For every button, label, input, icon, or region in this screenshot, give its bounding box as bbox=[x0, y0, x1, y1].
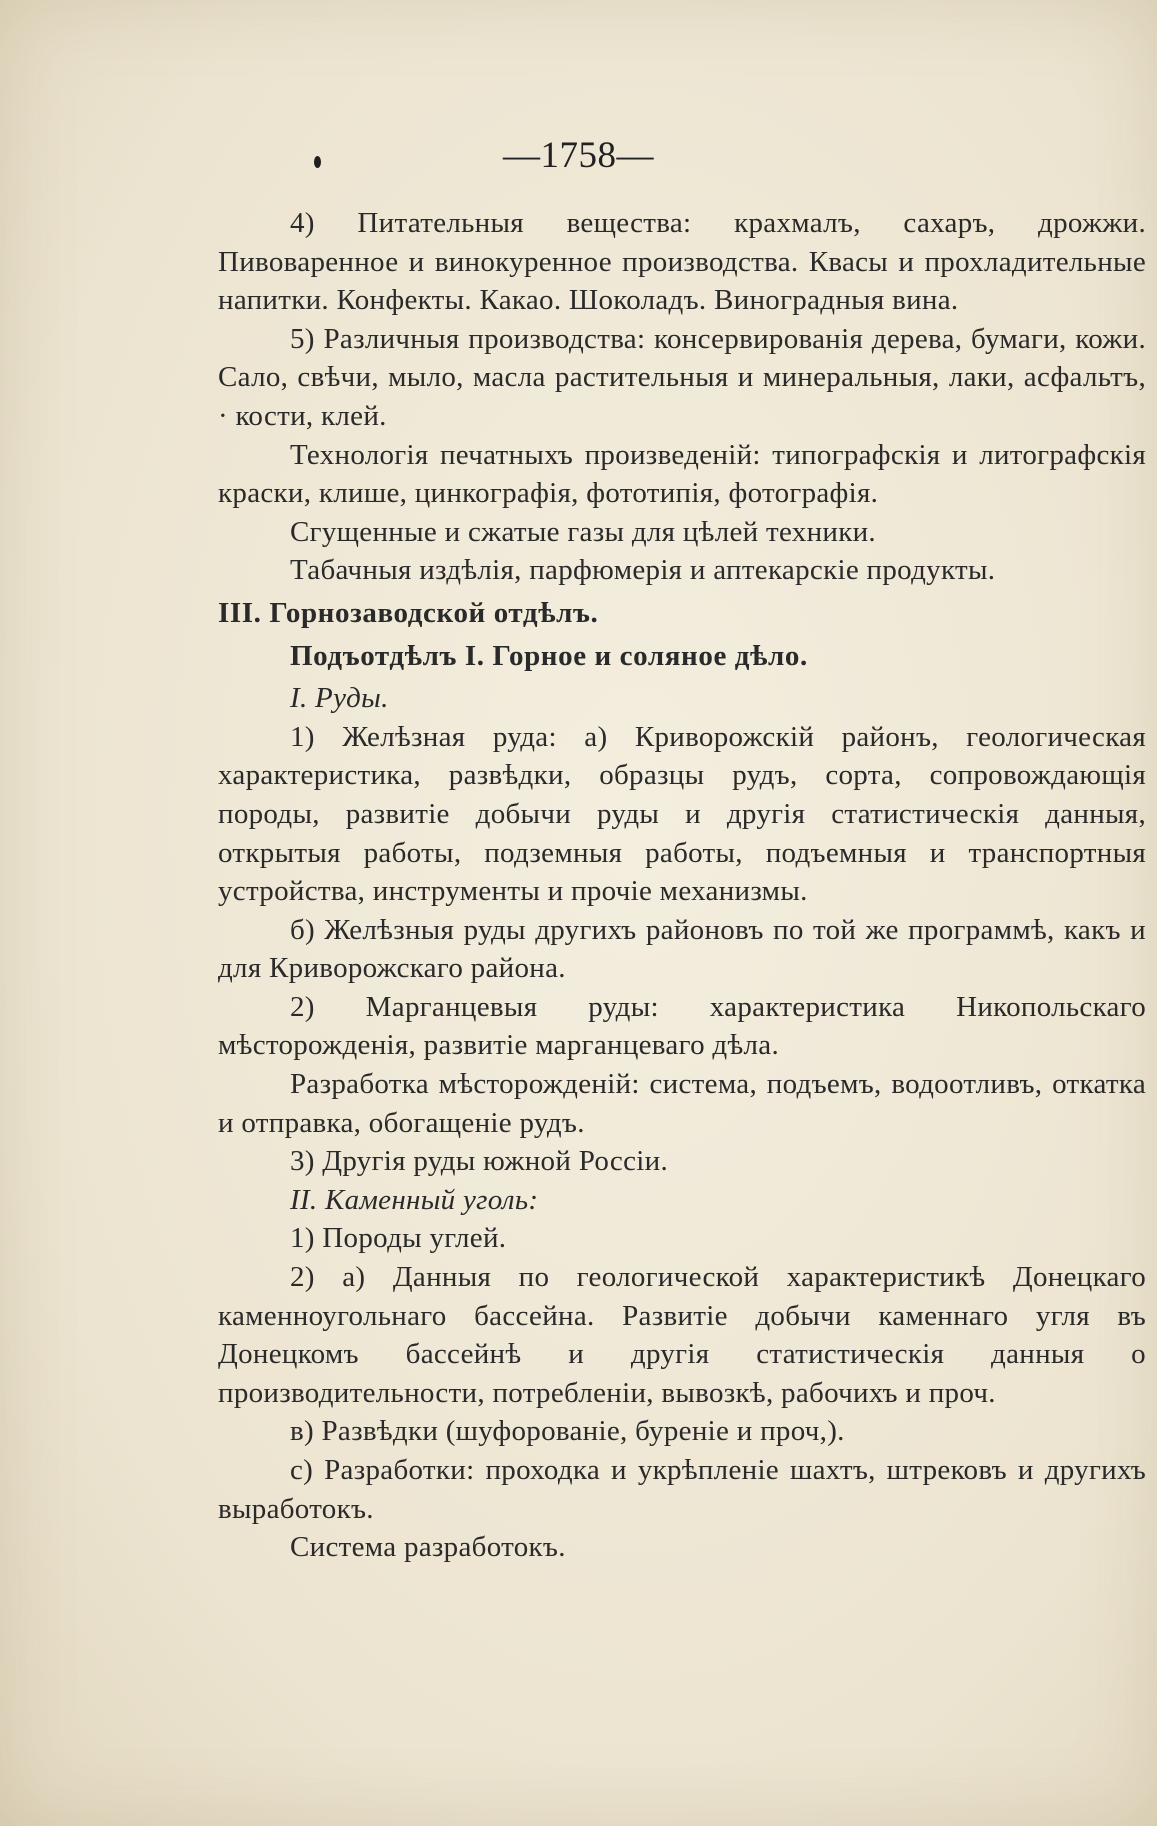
heading-coal: II. Каменный уголь: bbox=[290, 1183, 539, 1216]
paragraph-mining-system: Система разработокъ. bbox=[290, 1531, 566, 1564]
paragraph-nutrients: 4) Питательныя вещества: крахмалъ, сахаръ, дрожжи. Пивоваренное и винокуренное производства. Квасы и прохладительные напитки. Конфекты. Какао. Шоколадъ. Виноградныя вина. bbox=[218, 207, 1146, 317]
paragraph-iron-ore-other: б) Желѣзныя руды другихъ районовъ по той же программѣ, какъ и для Криворожскаго района. bbox=[218, 913, 1146, 985]
heading-ores: I. Руды. bbox=[290, 682, 389, 715]
paragraph-tobacco-perfumery: Табачныя издѣлія, парфюмерія и аптекарскіе продукты. bbox=[290, 554, 996, 587]
page-number: —1758— bbox=[503, 135, 654, 176]
paragraph-deposit-development: Разработка мѣсторожденій: система, подъемъ, водоотливъ, откатка и отправка, обогащеніе рудъ. bbox=[218, 1068, 1146, 1139]
body-text bbox=[218, 204, 1146, 1567]
paragraph-donets-basin: 2) а) Данныя по геологической характеристикѣ Донецкаго каменноугольнаго бассейна. Развитіе добычи каменнаго угля въ Донецкомъ бассейнѣ и другія статистическія данныя о производительности, потребленіи, вывозкѣ, рабочихъ и проч. bbox=[218, 1261, 1146, 1409]
paragraph-iron-ore-krivoy-rog: 1) Желѣзная руда: а) Криворожскій районъ, геологическая характеристика, развѣдки, образцы рудъ, сорта, сопровождающія породы, развитіе добычи руды и другія статистическія данныя, открытыя работы, подземныя работы, подъемныя и транспортныя устройства, инструменты и прочіе механизмы. bbox=[218, 720, 1146, 908]
paragraph-printing-technology: Технологія печатныхъ произведеній: типографскія и литографскія краски, клише, цинкографія, фототипія, фотографія. bbox=[218, 438, 1146, 510]
paragraph-manganese-ore: 2) Марганцевыя руды: характеристика Никопольскаго мѣсторожденія, развитіе марганцеваго дѣла. bbox=[218, 990, 1146, 1062]
paragraph-exploration: в) Развѣдки (шуфорованіе, буреніе и проч,). bbox=[290, 1415, 845, 1448]
paragraph-mining-works: с) Разработки: проходка и укрѣпленіе шахтъ, штрековъ и другихъ выработокъ. bbox=[218, 1454, 1146, 1525]
paragraph-other-ores: 3) Другія руды южной Россіи. bbox=[290, 1145, 668, 1178]
section-heading: III. Горнозаводской отдѣлъ. bbox=[218, 596, 599, 629]
subsection-heading: Подъотдѣлъ I. Горное и соляное дѣло. bbox=[290, 639, 808, 672]
paragraph-various-production: 5) Различныя производства: консервированія дерева, бумаги, кожи. Сало, свѣчи, мыло, масла растительныя и минеральныя, лаки, асфальтъ, · кости, клей. bbox=[218, 322, 1146, 432]
paragraph-compressed-gases: Сгущенные и сжатые газы для цѣлей техники. bbox=[290, 515, 876, 548]
paragraph-coal-types: 1) Породы углей. bbox=[290, 1222, 507, 1255]
